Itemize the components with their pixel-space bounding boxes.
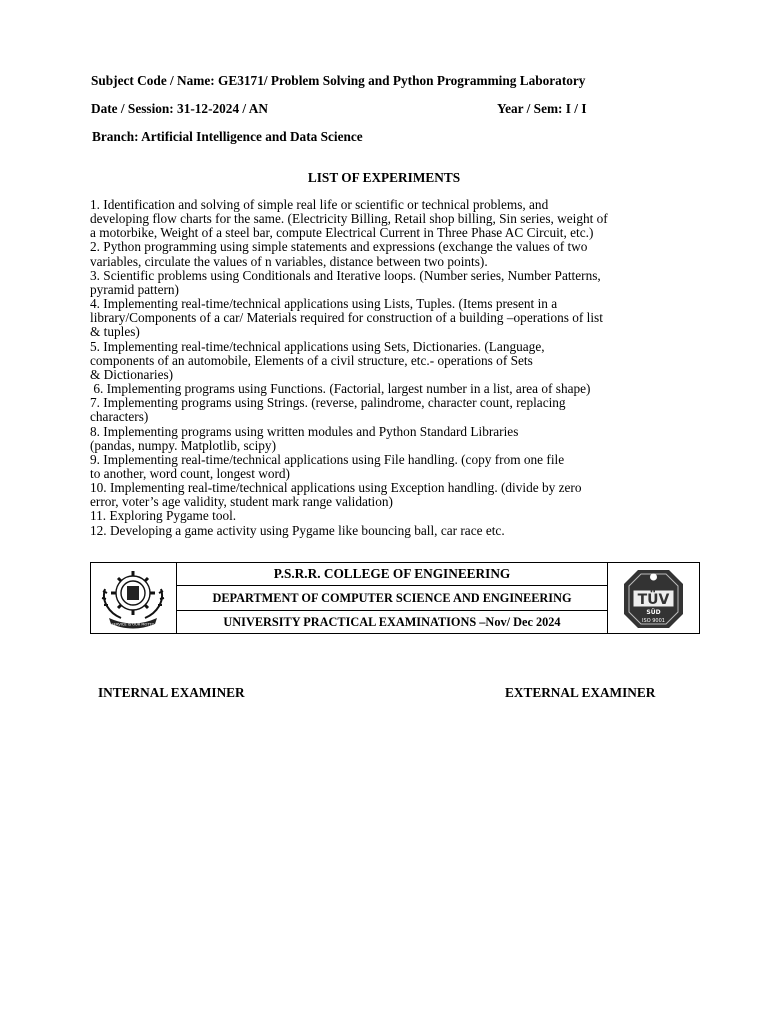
experiment-line: (pandas, numpy. Matplotlib, scipy) [90, 437, 277, 453]
experiment-line: 3. Scientific problems using Conditionals and Iterative loops. (Number series, Number Patterns, [90, 267, 601, 283]
experiment-line: & tuples) [90, 324, 140, 340]
experiment-line: 4. Implementing real-time/technical applications using Lists, Tuples. (Items present in a [90, 296, 558, 312]
logo-motto: SERVICE IS OUR MOTTO [111, 622, 155, 627]
experiment-line: 6. Implementing programs using Functions. (Factorial, largest number in a list, area of shape) [90, 381, 591, 397]
experiment-line: a motorbike, Weight of a steel bar, compute Electrical Current in Three Phase AC Circuit, etc.) [90, 225, 594, 241]
experiment-line: 5. Implementing real-time/technical applications using Sets, Dictionaries. (Language, [90, 338, 545, 354]
date-session: Date / Session: 31-12-2024 / AN [91, 101, 268, 116]
experiment-line: to another, word count, longest word) [90, 465, 290, 481]
experiment-line: 1. Identification and solving of simple real life or scientific or technical problems, and [90, 197, 549, 212]
experiment-line: library/Components of a car/ Materials required for construction of a building –operations of list [90, 310, 603, 326]
branch-line: Branch: Artificial Intelligence and Data Science [92, 129, 363, 144]
experiment-line: 8. Implementing programs using written modules and Python Standard Libraries [90, 423, 519, 439]
experiment-line: pyramid pattern) [90, 281, 179, 297]
experiment-line: 9. Implementing real-time/technical applications using File handling. (copy from one file [90, 451, 565, 467]
tuv-sub-text: SÜD [646, 609, 661, 616]
external-examiner-label: EXTERNAL EXAMINER [505, 685, 656, 700]
year-sem: Year / Sem: I / I [497, 101, 587, 116]
experiment-line: error, voter’s age validity, student mark range validation) [90, 494, 393, 510]
tuv-text: TÜV [637, 592, 670, 608]
internal-examiner-label: INTERNAL EXAMINER [98, 685, 245, 700]
experiment-line: 2. Python programming using simple statements and expressions (exchange the values of two [90, 239, 588, 255]
experiment-line: components of an automobile, Elements of a civil structure, etc.- operations of Sets [90, 352, 533, 368]
college-name: P.S.R.R. COLLEGE OF ENGINEERING [176, 563, 608, 586]
list-title: LIST OF EXPERIMENTS [307, 170, 461, 185]
experiment-line: & Dictionaries) [90, 366, 174, 382]
experiment-line: 11. Exploring Pygame tool. [90, 508, 237, 524]
exam-name: UNIVERSITY PRACTICAL EXAMINATIONS –Nov/ Dec 2024 [223, 615, 561, 629]
tuv-sud-logo-icon [608, 563, 699, 633]
experiment-line: 10. Implementing real-time/technical applications using Exception handling. (divide by zero [90, 480, 582, 496]
experiment-line: characters) [90, 409, 149, 425]
experiment-list [90, 198, 690, 538]
college-logo-icon [91, 563, 176, 633]
subject-line: Subject Code / Name: GE3171/ Problem Solving and Python Programming Laboratory [91, 73, 586, 88]
college-logo-cell [91, 563, 177, 633]
experiment-line: 7. Implementing programs using Strings. (reverse, palindrome, character count, replacing [90, 395, 566, 411]
exam-header-table [90, 562, 700, 634]
tuv-iso-text: ISO 9001 [642, 618, 665, 624]
experiment-line: 12. Developing a game activity using Pygame like bouncing ball, car race etc. [90, 522, 505, 538]
experiment-line: developing flow charts for the same. (Electricity Billing, Retail shop billing, Sin series, weight of [90, 211, 608, 227]
tuv-logo-cell [607, 563, 699, 633]
experiment-line: variables, circulate the values of n variables, distance between two points). [90, 253, 488, 269]
department-name: DEPARTMENT OF COMPUTER SCIENCE AND ENGINEERING [176, 586, 608, 611]
